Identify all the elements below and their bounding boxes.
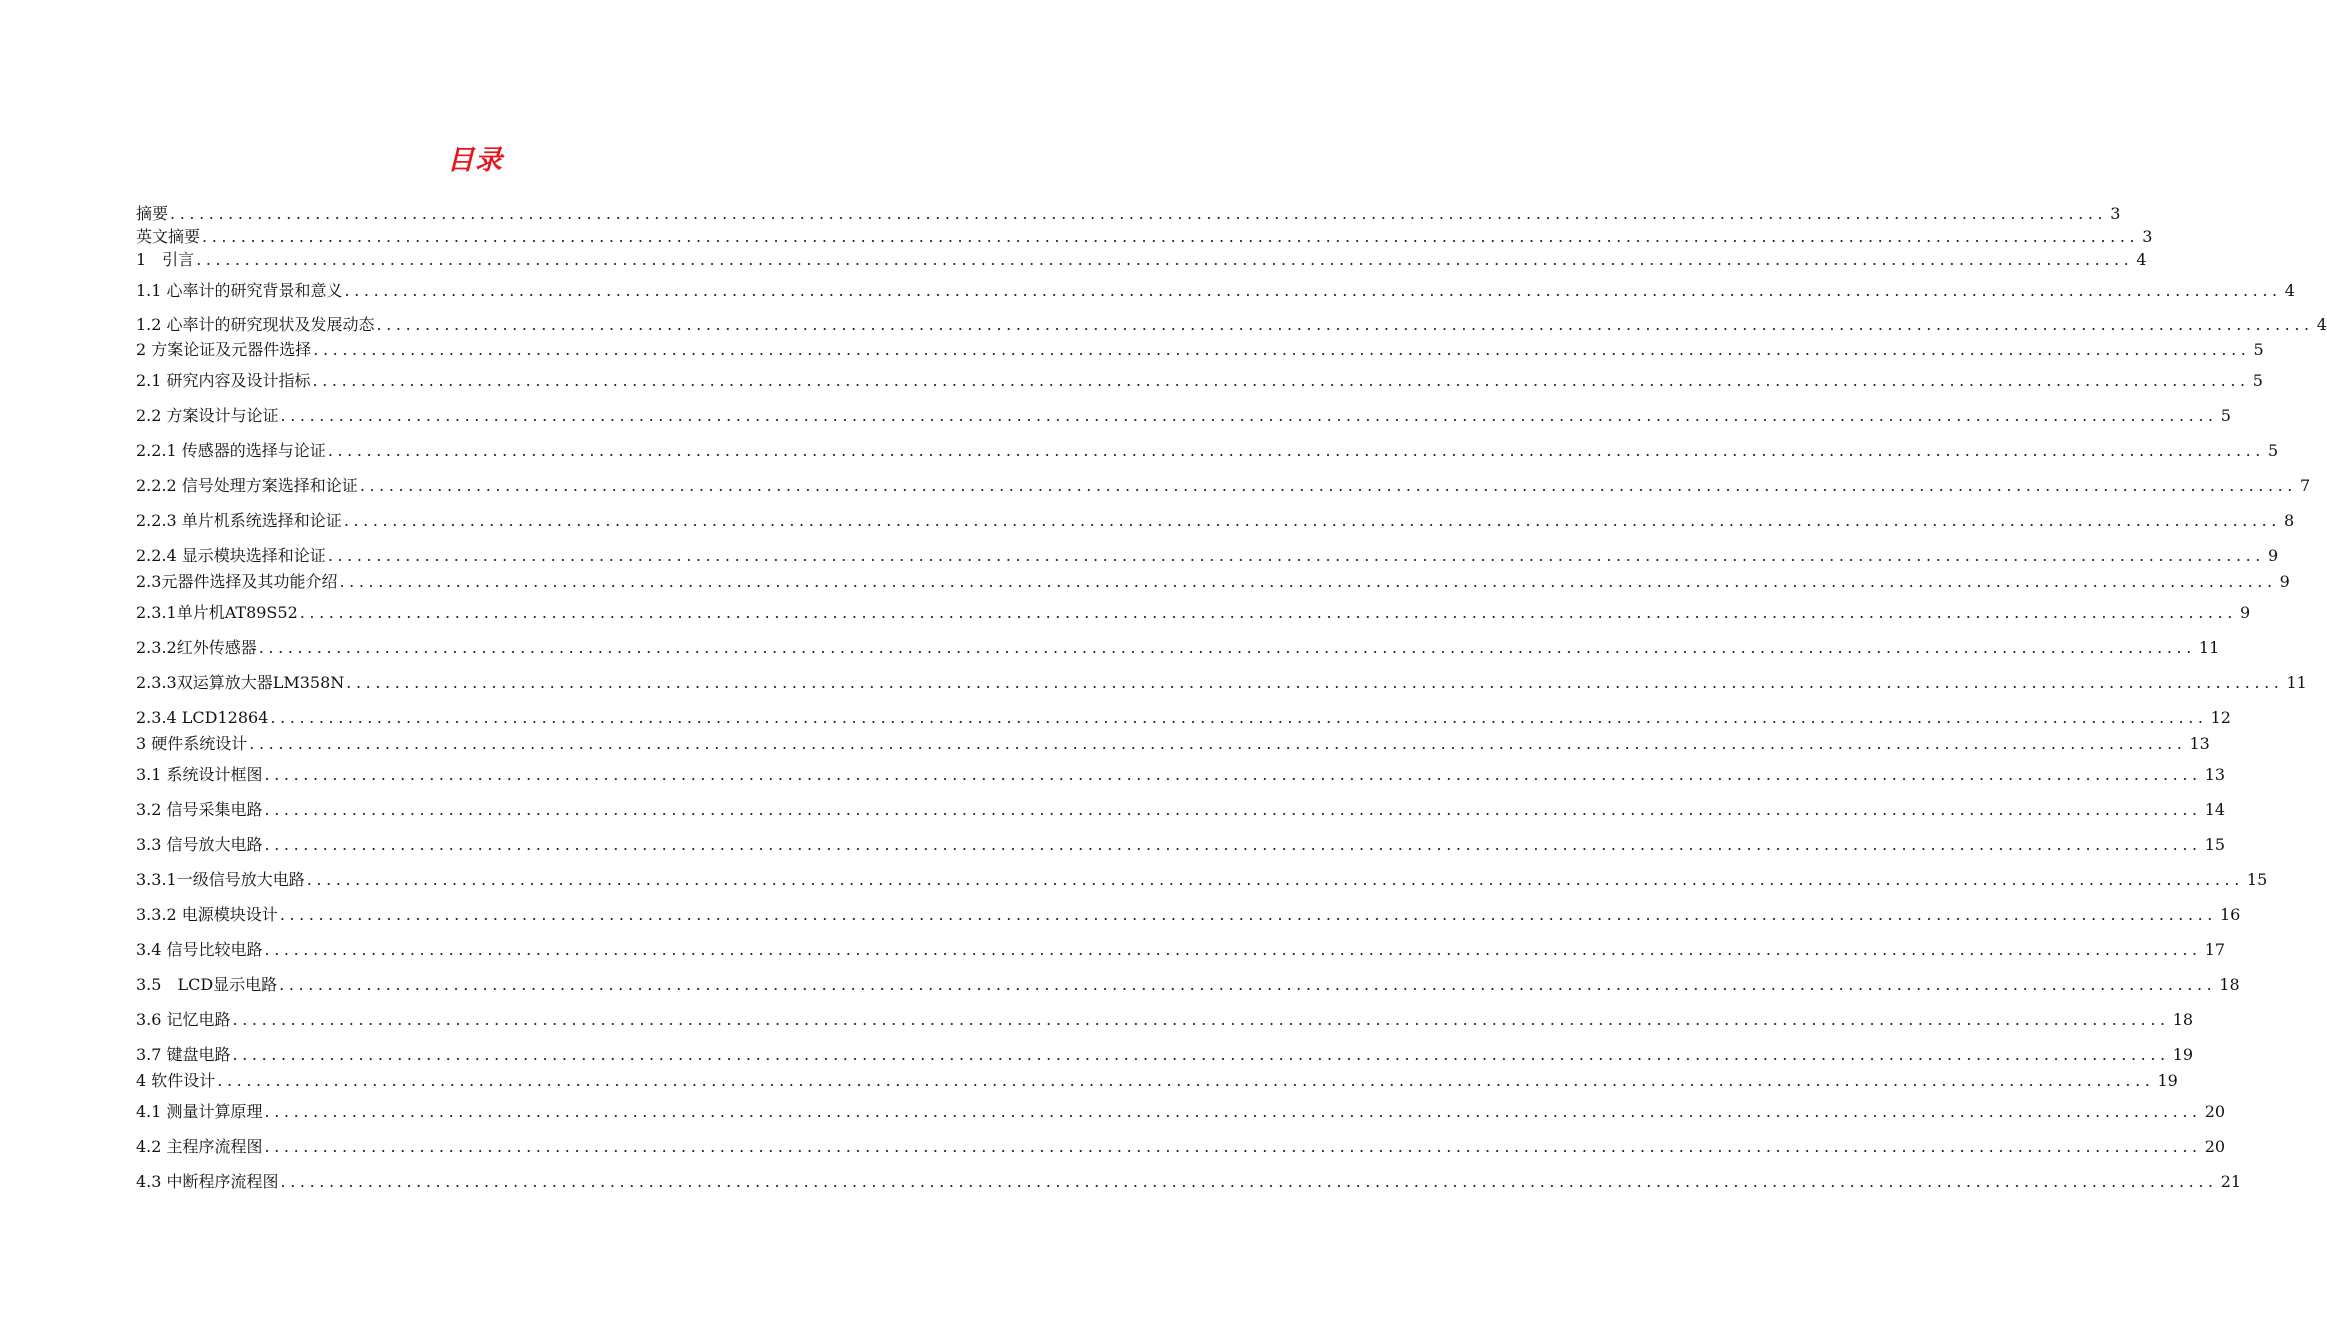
toc-entry-label: 3.2 信号采集电路 <box>136 800 263 819</box>
toc-entry[interactable] <box>136 975 2240 995</box>
toc-entry-label: 2.2.1 传感器的选择与论证 <box>136 441 326 460</box>
toc-entry-label: 3.5 LCD显示电路 <box>136 975 278 994</box>
toc-entry-page: 5 <box>2220 406 2231 425</box>
toc-entry[interactable] <box>136 638 2220 658</box>
toc-entry-label: 2.3.4 LCD12864 <box>136 708 269 727</box>
toc-leader-dots: ........................................................................................................................................................................................................ <box>376 315 2314 334</box>
toc-leader-dots: ........................................................................................................................................................................................................ <box>196 250 2134 269</box>
toc-leader-dots: ........................................................................................................................................................................................................ <box>202 227 2140 246</box>
toc-entry-page: 16 <box>2220 905 2241 924</box>
toc-entry[interactable] <box>136 476 2311 496</box>
toc-leader-dots: ........................................................................................................................................................................................................ <box>299 603 2237 622</box>
toc-leader-dots: ........................................................................................................................................................................................................ <box>264 800 2202 819</box>
toc-entry[interactable] <box>136 1102 2226 1122</box>
toc-entry-page: 13 <box>2189 734 2210 753</box>
toc-entry-page: 3 <box>2142 227 2153 246</box>
toc-entry-label: 2.1 研究内容及设计指标 <box>136 371 311 390</box>
toc-entry-page: 15 <box>2246 870 2268 889</box>
toc-entry-label: 3.3.1一级信号放大电路 <box>136 870 305 889</box>
toc-entry-label: 3.3 信号放大电路 <box>136 835 263 854</box>
toc-entry-page: 12 <box>2210 708 2231 727</box>
toc-entry-page: 9 <box>2239 603 2251 622</box>
toc-entry-page: 11 <box>2286 673 2307 692</box>
toc-leader-dots: ........................................................................................................................................................................................................ <box>312 371 2250 390</box>
toc-leader-dots: ........................................................................................................................................................................................................ <box>344 281 2282 300</box>
toc-entry[interactable] <box>136 1010 2194 1030</box>
toc-entry-label: 2.3.2红外传感器 <box>136 638 257 657</box>
toc-leader-dots: ........................................................................................................................................................................................................ <box>346 673 2284 692</box>
toc-entry-label: 1.2 心率计的研究现状及发展动态 <box>136 315 375 334</box>
toc-entry[interactable] <box>136 406 2231 426</box>
toc-leader-dots: ........................................................................................................................................................................................................ <box>279 905 2217 924</box>
toc-leader-dots: ........................................................................................................................................................................................................ <box>313 340 2251 359</box>
page-title: 目录 <box>447 145 503 176</box>
toc-entry-label: 摘要 <box>136 204 169 223</box>
toc-entry[interactable] <box>136 940 2226 960</box>
toc-leader-dots: ........................................................................................................................................................................................................ <box>264 835 2202 854</box>
toc-entry[interactable] <box>136 340 2264 360</box>
toc-entry-page: 15 <box>2204 835 2226 854</box>
toc-entry-page: 20 <box>2204 1102 2226 1121</box>
toc-entry-label: 3.1 系统设计框图 <box>136 765 263 784</box>
toc-entry-page: 18 <box>2172 1010 2194 1029</box>
toc-entry-label: 2.2.4 显示模块选择和论证 <box>136 546 326 565</box>
toc-entry-label: 4.1 测量计算原理 <box>136 1102 263 1121</box>
toc-entry[interactable] <box>136 708 2231 728</box>
toc-entry-page: 7 <box>2300 476 2311 495</box>
toc-entry-label: 3.7 键盘电路 <box>136 1045 231 1064</box>
toc-leader-dots: ........................................................................................................................................................................................................ <box>264 765 2202 784</box>
toc-entry[interactable] <box>136 765 2226 785</box>
toc-entry-label: 4 软件设计 <box>136 1071 216 1090</box>
toc-leader-dots: ........................................................................................................................................................................................................ <box>232 1010 2170 1029</box>
toc-entry[interactable] <box>136 734 2210 754</box>
toc-entry-page: 19 <box>2172 1045 2194 1064</box>
toc-entry-label: 2.2.2 信号处理方案选择和论证 <box>136 476 358 495</box>
toc-entry[interactable] <box>136 1172 2242 1192</box>
toc-entry[interactable] <box>136 905 2241 925</box>
toc-entry-page: 13 <box>2204 765 2226 784</box>
toc-leader-dots: ........................................................................................................................................................................................................ <box>232 1045 2170 1064</box>
toc-entry[interactable] <box>136 835 2226 855</box>
toc-entry-page: 4 <box>2316 315 2327 334</box>
toc-leader-dots: ........................................................................................................................................................................................................ <box>264 940 2202 959</box>
toc-entry-page: 11 <box>2198 638 2220 657</box>
toc-entry-page: 21 <box>2220 1172 2242 1191</box>
toc-entry-label: 1.1 心率计的研究背景和意义 <box>136 281 343 300</box>
toc-entry-label: 4.2 主程序流程图 <box>136 1137 263 1156</box>
toc-entry[interactable] <box>136 572 2290 592</box>
toc-entry-page: 8 <box>2284 511 2295 530</box>
toc-entry-label: 2.3.1单片机AT89S52 <box>136 603 298 622</box>
toc-entry-page: 14 <box>2204 800 2226 819</box>
toc-leader-dots: ........................................................................................................................................................................................................ <box>280 1172 2218 1191</box>
toc-entry[interactable] <box>136 673 2307 693</box>
toc-entry[interactable] <box>136 546 2279 566</box>
toc-entry-page: 5 <box>2253 340 2264 359</box>
toc-leader-dots: ........................................................................................................................................................................................................ <box>258 638 2196 657</box>
toc-leader-dots: ........................................................................................................................................................................................................ <box>270 708 2208 727</box>
toc-entry[interactable] <box>136 603 2251 623</box>
toc-leader-dots: ........................................................................................................................................................................................................ <box>264 1137 2202 1156</box>
toc-entry[interactable] <box>136 281 2295 301</box>
toc-entry-label: 3.3.2 电源模块设计 <box>136 905 278 924</box>
toc-leader-dots: ........................................................................................................................................................................................................ <box>306 870 2244 889</box>
toc-entry-page: 4 <box>2136 250 2147 269</box>
toc-entry-label: 2 方案论证及元器件选择 <box>136 340 312 359</box>
toc-entry-page: 9 <box>2279 572 2290 591</box>
toc-entry[interactable] <box>136 441 2279 461</box>
toc-entry[interactable] <box>136 204 2121 224</box>
toc-leader-dots: ........................................................................................................................................................................................................ <box>327 441 2265 460</box>
toc-entry-label: 英文摘要 <box>136 227 201 246</box>
toc-entry-page: 17 <box>2204 940 2226 959</box>
toc-entry-label: 2.3元器件选择及其功能介绍 <box>136 572 338 591</box>
toc-entry-label: 2.2 方案设计与论证 <box>136 406 279 425</box>
toc-entry[interactable] <box>136 1071 2178 1091</box>
toc-entry[interactable] <box>136 870 2268 890</box>
toc-entry-label: 3.6 记忆电路 <box>136 1010 231 1029</box>
toc-leader-dots: ........................................................................................................................................................................................................ <box>279 975 2217 994</box>
toc-entry[interactable] <box>136 800 2226 820</box>
toc-entry-label: 2.2.3 单片机系统选择和论证 <box>136 511 342 530</box>
toc-leader-dots: ........................................................................................................................................................................................................ <box>280 406 2218 425</box>
toc-entry-label: 1 引言 <box>136 250 195 269</box>
toc-entry-label: 3 硬件系统设计 <box>136 734 248 753</box>
toc-entry-page: 9 <box>2268 546 2279 565</box>
toc-leader-dots: ........................................................................................................................................................................................................ <box>339 572 2277 591</box>
toc-entry-page: 19 <box>2157 1071 2178 1090</box>
toc-leader-dots: ........................................................................................................................................................................................................ <box>249 734 2187 753</box>
toc-entry-page: 5 <box>2268 441 2279 460</box>
toc-entry-page: 5 <box>2252 371 2263 390</box>
toc-entry[interactable] <box>136 1137 2226 1157</box>
toc-entry-label: 3.4 信号比较电路 <box>136 940 263 959</box>
toc-entry[interactable] <box>136 315 2327 335</box>
toc-entry[interactable] <box>136 511 2295 531</box>
toc-leader-dots: ........................................................................................................................................................................................................ <box>327 546 2265 565</box>
toc-leader-dots: ........................................................................................................................................................................................................ <box>343 511 2281 530</box>
toc-entry[interactable] <box>136 1045 2194 1065</box>
toc-entry-page: 20 <box>2204 1137 2226 1156</box>
toc-entry[interactable] <box>136 371 2263 391</box>
toc-entry-page: 4 <box>2284 281 2295 300</box>
toc-entry[interactable] <box>136 227 2153 247</box>
toc-entry-label: 2.3.3双运算放大器LM358N <box>136 673 345 692</box>
toc-entry-page: 3 <box>2110 204 2121 223</box>
toc-leader-dots: ........................................................................................................................................................................................................ <box>170 204 2108 223</box>
toc-leader-dots: ........................................................................................................................................................................................................ <box>217 1071 2155 1090</box>
toc-entry-page: 18 <box>2219 975 2240 994</box>
toc-leader-dots: ........................................................................................................................................................................................................ <box>264 1102 2202 1121</box>
toc-entry[interactable] <box>136 250 2147 270</box>
toc-entry-label: 4.3 中断程序流程图 <box>136 1172 279 1191</box>
toc-leader-dots: ........................................................................................................................................................................................................ <box>359 476 2297 495</box>
